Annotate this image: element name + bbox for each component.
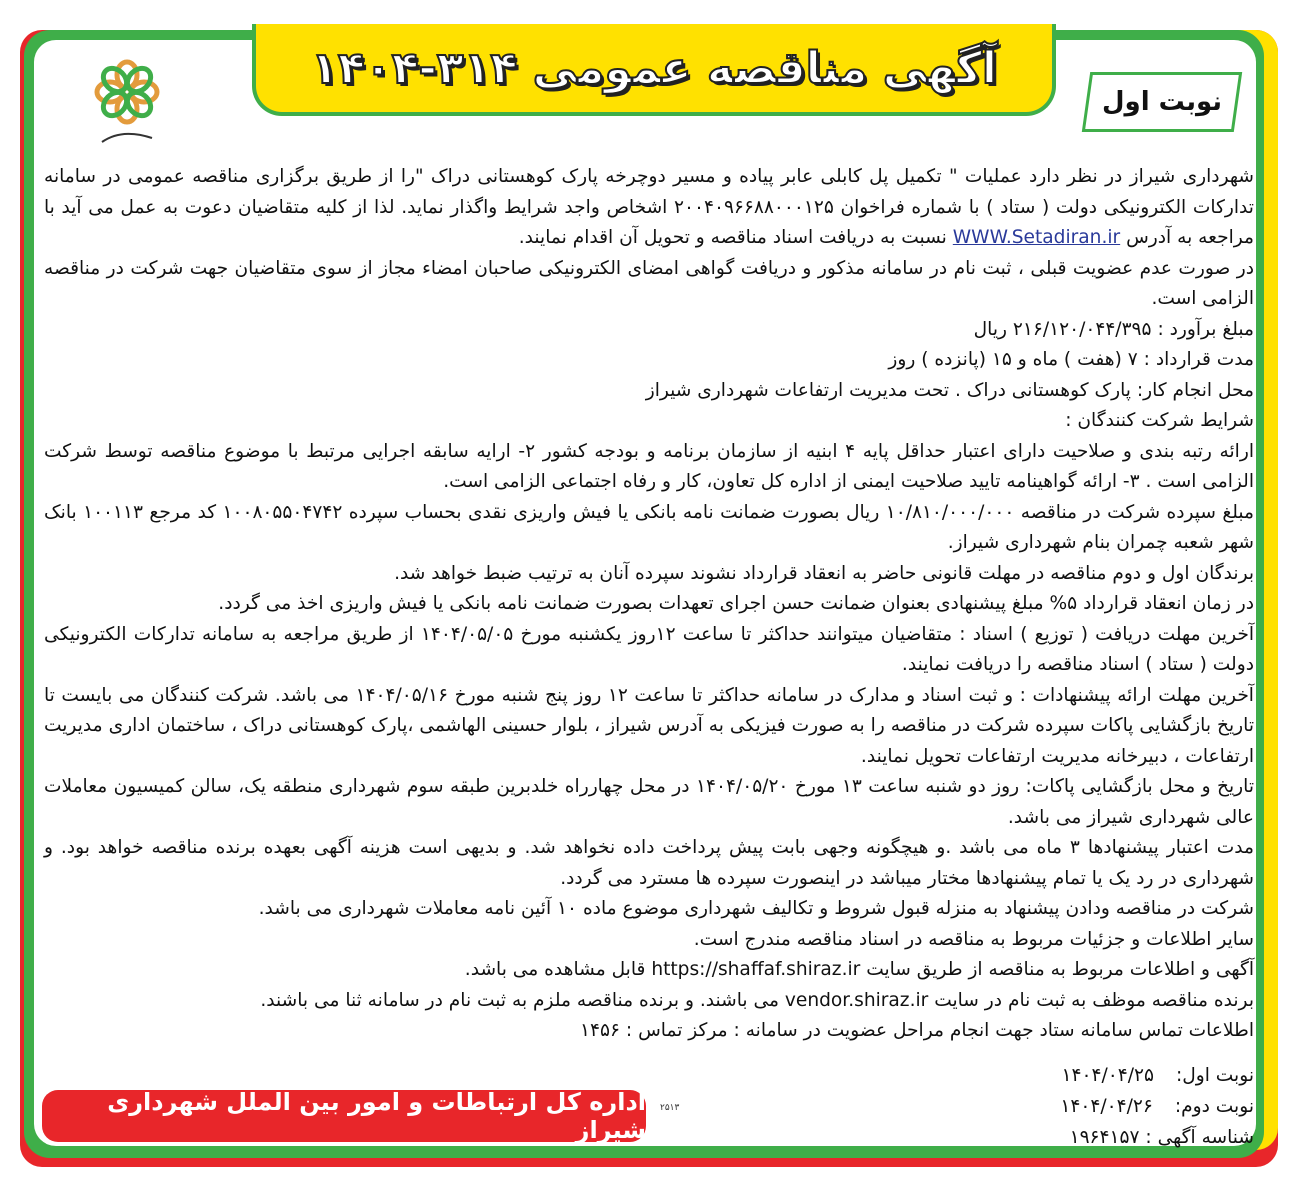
intro-text: شهرداری شیراز در نظر دارد عملیات " تکمیل پل کابلی عابر پیاده و مسیر دوچرخه پارک کوهستانی دراک "را از طریق برگزاری مناقصه عمومی در سامانه تدارکات الکترونیکی دولت ( ستاد ) با شماره فراخوان ۲۰۰۴۰۹۶۶۸۸۰۰۰۱۲۵ اشخاص واجد شرایط واگذار نماید. لذا از کلیه متقاضیان دعوت به عمل می آید با مراجعه به آدرس: [44, 166, 1254, 248]
participation-terms: شرکت در مناقصه ودادن پیشنهاد به منزله قبول شروط و تکالیف شهرداری موضوع ماده ۱۰ آئین نامه معاملات شهرداری می باشد.: [258, 898, 1254, 919]
setadiran-link[interactable]: WWW.Setadiran.ir: [952, 227, 1121, 248]
turn-label: نوبت اول: [1101, 87, 1223, 117]
shiraz-municipality-logo: [72, 54, 182, 154]
validity-period: مدت اعتبار پیشنهادها ۳ ماه می باشد .و هیچگونه وجهی بابت پیش پرداخت داده نخواهد شد. و بدیهی است هزینه آگهی بعهده برنده مناقصه خواهد بود. و شهرداری در رد یک یا تمام پیشنهادها مختار میباشد در اینصورت سپرده ها مسترد می گردد.: [44, 837, 1254, 889]
second-turn-date: ۱۴۰۴/۰۴/۲۶: [1060, 1096, 1153, 1117]
contract-duration: مدت قرارداد : ۷ (هفت ) ماه و ۱۵ (پانزده ) روز: [888, 349, 1254, 370]
proposal-deadline: آخرین مهلت ارائه پیشنهادات : و ثبت اسناد و مدارک در سامانه حداکثر تا ساعت ۱۲ روز پنج شنبه مورخ ۱۴۰۴/۰۵/۱۶ می باشد. شرکت کنندگان می بایست تا تاریخ بازگشایی پاکات سپرده شرکت در مناقصه را به صورت فیزیکی به آدرس شیراز ، بلوار حسینی الهاشمی ،پارک کوهستانی دراک ، ساختمان اداری مدیریت ارتفاعات ، دبیرخانه مدیریت ارتفاعات تحویل نمایند.: [44, 684, 1254, 767]
notice-title: آگهی مناقصه عمومی ۳۱۴-۱۴۰۴: [311, 42, 997, 94]
second-turn: [1060, 1091, 1254, 1122]
participant-conditions-heading: شرایط شرکت کنندگان :: [1065, 410, 1254, 431]
second-turn-label: نوبت دوم:: [1174, 1096, 1254, 1117]
other-info: سایر اطلاعات و جزئیات مربوط به مناقصه در اسناد مناقصه مندرج است.: [693, 928, 1254, 950]
publication-info: [1060, 1060, 1254, 1153]
contact-info: اطلاعات تماس سامانه ستاد جهت انجام مراحل عضویت در سامانه : مرکز تماس : ۱۴۵۶: [580, 1020, 1254, 1041]
first-turn-date: ۱۴۰۴/۰۴/۲۵: [1061, 1065, 1154, 1086]
ad-id-value: ۱۹۶۴۱۵۷: [1069, 1127, 1140, 1148]
ad-id-label: شناسه آگهی :: [1145, 1127, 1254, 1148]
shaffaf-info: آگهی و اطلاعات مربوط به مناقصه از طریق سایت https://shaffaf.shiraz.ir قابل مشاهده می باشد.: [464, 959, 1254, 980]
department-name: اداره کل ارتباطات و امور بین الملل شهرداری شیراز: [107, 1088, 646, 1144]
membership-paragraph: در صورت عدم عضویت قبلی ، ثبت نام در سامانه مذکور و دریافت گواهی امضای الکترونیکی صاحبان امضاء مجاز از سوی متقاضیان جهت شرکت در مناقصه الزامی است.: [44, 257, 1254, 309]
participant-conditions: ارائه رتبه بندی و صلاحیت دارای اعتبار حداقل پایه ۴ ابنیه از سازمان برنامه و بودجه کشور ۲- ارایه سابقه اجرایی مرتبط با موضوع مناقصه توسط شرکت الزامی است . ۳- ارائه گواهینامه تایید صلاحیت ایمنی از اداره کل تعاون، کار و رفاه اجتماعی الزامی است.: [44, 440, 1254, 492]
performance-guarantee: در زمان انعقاد قرارداد ۵% مبلغ پیشنهادی بعنوان ضمانت حسن اجرای تعهدات بصورت ضمانت نامه بانکی یا فیش واریزی اخذ می گردد.: [218, 593, 1254, 614]
first-turn: [1060, 1060, 1254, 1091]
intro-paragraph: [44, 162, 1254, 254]
title-banner: [252, 24, 1056, 116]
ad-id: [1060, 1122, 1254, 1153]
opening-date: تاریخ و محل بازگشایی پاکات: روز دو شنبه ساعت ۱۳ مورخ ۱۴۰۴/۰۵/۲۰ در محل چهارراه خلدبرین طبقه سوم شهرداری منطقه یک، سالن کمیسیون معاملات عالی شهرداری شیراز می باشد.: [44, 776, 1254, 828]
work-location: محل انجام کار: پارک کوهستانی دراک . تحت مدیریت ارتفاعات شهرداری شیراز: [645, 379, 1254, 401]
document-deadline: آخرین مهلت دریافت ( توزیع ) اسناد : متقاضیان میتوانند حداکثر تا ساعت ۱۲روز یکشنبه مورخ ۱۴۰۴/۰۵/۰۵ از طریق مراجعه به سامانه تدارکات الکترونیکی دولت ( ستاد ) اسناد مناقصه را دریافت نمایند.: [44, 623, 1254, 675]
notice-body: [44, 162, 1254, 1047]
intro-text-end: نسبت به دریافت اسناد مناقصه و تحویل آن اقدام نمایند.: [518, 227, 947, 248]
deposit-amount: مبلغ سپرده شرکت در مناقصه ۱۰/۸۱۰/۰۰۰/۰۰۰ ریال بصورت ضمانت نامه بانکی یا فیش واریزی نقدی بحساب سپرده ۱۰۰۸۰۵۵۰۴۷۴۲ کد مرجع ۱۰۰۱۱۳ بانک شهر شعبه چمران بنام شهرداری شیراز.: [44, 501, 1254, 553]
vendor-registration: برنده مناقصه موظف به ثبت نام در سایت vendor.shiraz.ir می باشند. و برنده مناقصه ملزم به ثبت نام در سامانه ثنا می باشند.: [260, 989, 1254, 1011]
department-banner: [42, 1090, 646, 1142]
turn-badge: [1082, 72, 1242, 132]
first-turn-label: نوبت اول:: [1175, 1065, 1254, 1086]
ad-code: ۲۵۱۳: [660, 1103, 680, 1113]
estimate-amount: مبلغ برآورد : ۲۱۶/۱۲۰/۰۴۴/۳۹۵ ریال: [973, 318, 1254, 340]
winners-clause: برندگان اول و دوم مناقصه در مهلت قانونی حاضر به انعقاد قرارداد نشوند سپرده آنان به ترتیب ضبط خواهد شد.: [394, 562, 1254, 584]
